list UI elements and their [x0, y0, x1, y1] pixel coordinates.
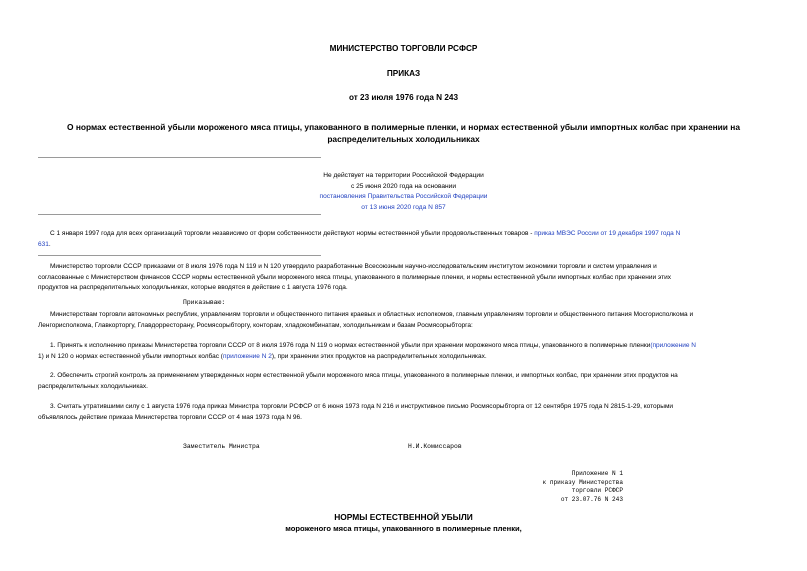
item-3-line-1: 3. Считать утратившими силу с 1 августа 1976 года приказ Министра торговли РСФСР от 6 июня 1973 года N 216 и инструктивное письмо Росмясорыбторга от 12 сентября 1975 года N 2815-1-29, которыми [50, 403, 674, 410]
item-1-text-b: ), при хранении этих продуктов на распределительных холодильниках. [271, 352, 487, 360]
preamble-line-3: продуктов на распределительных холодильниках, которые вводятся в действие с 1 августа 1976 года. [38, 284, 348, 291]
item-2 [38, 371, 769, 392]
divider [38, 214, 321, 215]
preamble [38, 262, 769, 294]
appendix-title: НОРМЫ ЕСТЕСТВЕННОЙ УБЫЛИ [334, 512, 473, 522]
item-2-line-2: распределительных холодильниках. [38, 382, 148, 390]
signature-name: Н.И.Комиссаров [408, 443, 462, 450]
addressees [38, 310, 769, 331]
item-3-line-2: объявлялось действие приказа Министерства торговли СССР от 4 мая 1973 года N 96. [38, 413, 302, 421]
addressees-line-1: Министерствам торговли автономных республик, управлениям торговли и общественного питания краевых и областных исполкомов, главным управлениям торговли и общественного питания Мосгорисполкома и [50, 311, 694, 318]
mves-order-link-cont[interactable]: 631 [38, 240, 49, 248]
item-1-line-1 [38, 341, 769, 352]
order-word: Приказываю: [183, 299, 226, 306]
preamble-line-2: согласованные с Министерством финансов СССР нормы естественной убыли мороженого мяса птицы, упакованного в полимерные пленки, и нормы естественной убыли импортных колбас при хранении этих [38, 273, 671, 281]
note-text: С 1 января 1997 года для всех организаций торговли независимо от форм собственности действуют нормы естественной убыли продовольственных товаров - [50, 230, 535, 237]
item-3 [38, 402, 769, 423]
item-1 [38, 341, 769, 362]
appendix-subtitle: мороженого мяса птицы, упакованного в полимерные пленки, [285, 524, 522, 533]
preamble-line-1: Министерство торговли СССР приказами от 8 июля 1976 года N 119 и N 120 утвердило разработанные Всесоюзным научно-исследовательским институтом экономики торговли и систем управления и [50, 263, 657, 270]
date-number-heading: от 23 июля 1976 года N 243 [348, 93, 459, 102]
appendix-1-link[interactable]: (приложение N [650, 342, 696, 349]
divider [38, 157, 321, 158]
title-line-1: О нормах естественной убыли мороженого мяса птицы, упакованного в полимерные пленки, и нормах естественной убыли импортных колбас при хранении на [66, 122, 740, 132]
divider [38, 255, 321, 256]
notice-link-date[interactable]: от 13 июня 2020 года N 857 [361, 203, 446, 211]
document-title [38, 121, 769, 145]
signature-position: Заместитель Министра [183, 443, 260, 450]
appendix-line-2: к приказу Министерства [542, 478, 623, 486]
notice-link-decree[interactable]: постановления Правительства Российской Федерации [319, 193, 488, 200]
appendix-line-4: от 23.07.76 N 243 [560, 495, 623, 503]
notice-line-1: Не действует на территории Российской Федерации [323, 172, 484, 179]
note-1997 [38, 229, 769, 250]
ministry-heading: МИНИСТЕРСТВО ТОРГОВЛИ РСФСР [329, 44, 478, 53]
appendix-line-1: Приложение N 1 [571, 470, 623, 477]
item-1-line-2 [38, 352, 769, 363]
note-end: . [48, 240, 51, 248]
addressees-line-2: Ленгорисполкома, Главкорторгу, Главдорресторану, Росмясорыбторгу, конторам, хладокомбинатам, холодильникам и базам Росмясорыбторга: [38, 321, 473, 329]
item-1-text-a: 1) и N 120 о нормах естественной убыли импортных колбас ( [38, 352, 223, 360]
notice-line-2: с 25 июня 2020 года на основании [350, 182, 457, 190]
title-line-2: распределительных холодильниках [327, 134, 480, 144]
mves-order-link[interactable]: приказ МВЭС России от 19 декабря 1997 года N [534, 230, 681, 237]
appendix-2-link[interactable]: приложение N 2 [222, 352, 272, 360]
appendix-line-3: торговли РСФСР [571, 487, 623, 495]
appendix-header [500, 470, 623, 504]
item-1-text: 1. Принять к исполнению приказы Министерства торговли СССР от 8 июля 1976 года N 119 о нормах естественной убыли при хранении мороженого мяса птицы, упакованного в полимерные пленки [50, 342, 651, 349]
validity-notice [38, 171, 769, 213]
item-2-line-1: 2. Обеспечить строгий контроль за применением утвержденных норм естественной убыли мороженого мяса птицы, упакованного в полимерные пленки, и импортных колбас, при хранении этих продуктов на [50, 372, 678, 379]
doc-type-heading: ПРИКАЗ [386, 69, 421, 78]
